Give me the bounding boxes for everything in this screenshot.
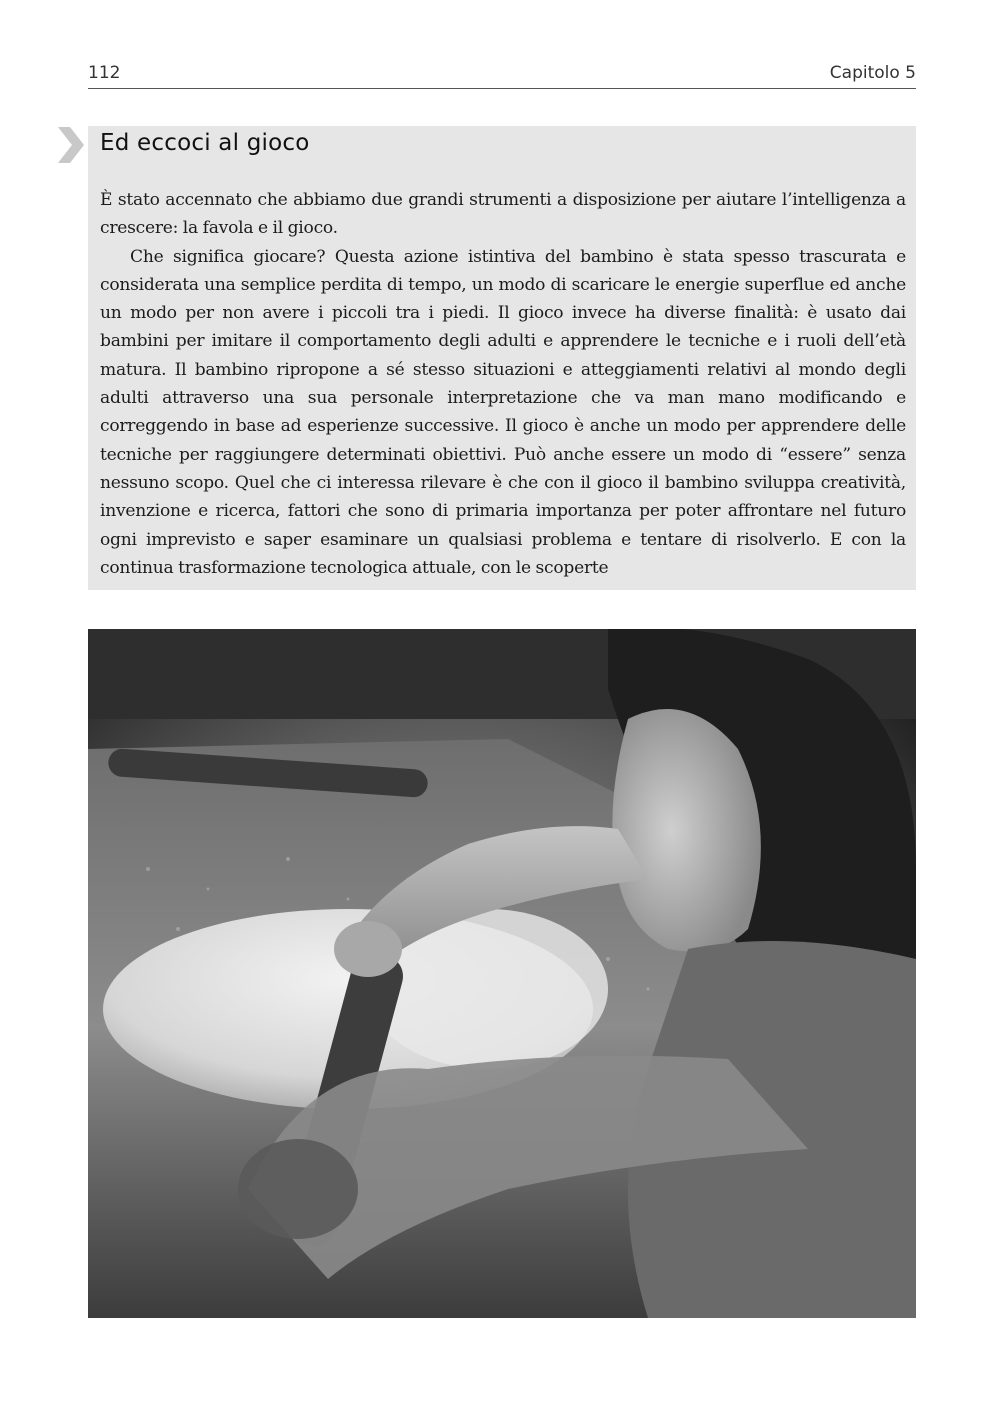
page-header [88, 60, 916, 89]
chevron-right-icon [54, 125, 88, 165]
paragraph: Che significa giocare? Questa azione istintiva del bambino è stata spesso trascurata e considerata una semplice perdita di tempo, un modo di scaricare le energie superflue ed anche un modo per non avere i piccoli tra i piedi. Il gioco invece ha diverse finalità: è usato dai bambini per imitare il comportamento degli adulti e apprendere le tecniche e i ruoli dell’età matura. Il bambino ripropone a sé stesso situazioni e atteggiamenti relativi al mondo degli adulti attraverso una sua personale interpretazione che va man mano modificando e correggendo in base ad esperienze successive. Il gioco è anche un modo per apprendere delle tecniche per raggiungere determinati obiettivi. Può anche essere un modo di “essere” senza nessuno scopo. Quel che ci interessa rilevare è che con il gioco il bambino sviluppa creatività, invenzione e ricerca, fattori che sono di primaria importanza per poter affrontare nel futuro ogni imprevisto e saper esaminare un qualsiasi problema e tentare di risolverlo. E con la continua trasformazione tecnologica attuale, con le scoperte [100, 246, 906, 578]
section-title: Ed eccoci al gioco [100, 130, 310, 156]
paragraph: È stato accennato che abbiamo due grandi strumenti a disposizione per aiutare l’intelligenza a crescere: la favola e il gioco. [100, 190, 906, 239]
chapter-label: Capitolo 5 [829, 63, 916, 83]
section-box [88, 126, 916, 590]
page-number: 112 [88, 63, 121, 83]
section-body [100, 186, 906, 582]
photo-child-kneading-dough [88, 629, 916, 1318]
